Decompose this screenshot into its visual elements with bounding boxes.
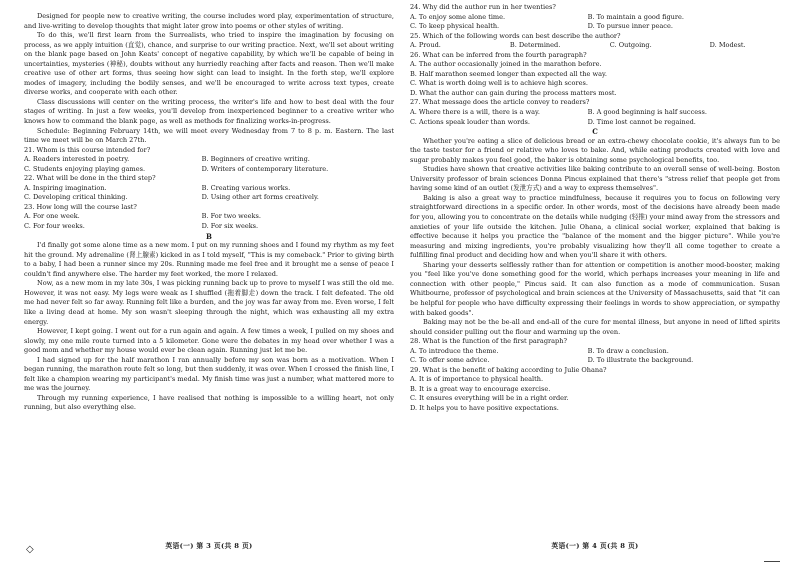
- question-28: 28. What is the function of the first paragraph?: [410, 337, 567, 346]
- option[interactable]: A. It is of importance to physical health.: [410, 375, 544, 384]
- option[interactable]: C. Students enjoying playing games.: [24, 164, 146, 173]
- passage-b-paragraph: I'd finally got some alone time as a new mom. I put on my running shoes and I found my rhythm as my feet hit the ground. My adrenaline (肾上腺素) kicked in as I told myself, "This is my comeback." Prior to giving birth to a baby, I had been a runner since my 20s. Running made me feel free and it brought me a sense of peace I couldn't find anywhere else. The harder my feet worked, the more I relaxed.: [24, 241, 394, 278]
- question-25: 25. Which of the following words can best describe the author?: [410, 31, 621, 40]
- question-22: 22. What will be done in the third step?: [24, 174, 156, 183]
- page-footer: 英语(一) 第 3 页(共 8 页): [165, 542, 253, 551]
- question-23: 23. How long will the course last?: [24, 202, 137, 211]
- option[interactable]: C. What is worth doing well is to achieve high scores.: [410, 79, 588, 88]
- question-25-options: [410, 41, 780, 51]
- option[interactable]: D. Writers of contemporary literature.: [201, 164, 329, 173]
- option[interactable]: B. Determined.: [509, 41, 561, 50]
- option[interactable]: A. To introduce the theme.: [410, 346, 499, 355]
- option[interactable]: B. To draw a conclusion.: [587, 346, 669, 355]
- question-22-options: [24, 184, 394, 203]
- passage-c-paragraph: Whether you're eating a slice of delicious bread or an extra-chewy chocolate cookie, it's always fun to be the taste tester for a friend or relative who loves to bake. And, while eating products created with love and sugar probably makes you feel good, the baker is obtaining some psychological benefits, too.: [410, 136, 780, 164]
- question-21: 21. Whom is this course intended for?: [24, 145, 151, 154]
- option[interactable]: D. To illustrate the background.: [587, 356, 694, 365]
- option[interactable]: C. For four weeks.: [24, 222, 85, 231]
- option[interactable]: B. Half marathon seemed longer than expected all the way.: [410, 69, 607, 78]
- option[interactable]: B. For two weeks.: [201, 212, 261, 221]
- question-23-options: [24, 212, 394, 231]
- option[interactable]: A. For one week.: [24, 212, 80, 221]
- passage-b-paragraph: However, I kept going. I went out for a run again and again. A few times a week, I pulled on my shoes and slowly, my one mile route turned into a 5 kilometer. Gone were the debates in my head over whether I was a good mom and whether my house would ever be clean again. Running just let me be.: [24, 327, 394, 355]
- option[interactable]: A. Inspiring imagination.: [24, 183, 107, 192]
- option[interactable]: C. Actions speak louder than words.: [410, 117, 530, 126]
- passage-c-paragraph: Sharing your desserts selflessly rather than for attention or competition is another mood-booster, making you "feel like you've done something good for the world, which perhaps increases your meaning in life and connection with other people," Pincus said. It can also function as a mode of communication. Susan Whitbourne, professor of psychological and brain sciences at the University of Massachusetts, said that "it can be helpful for people who have difficulty expressing their feelings in words to show appreciation, or sympathy with baked goods".: [410, 260, 780, 317]
- option[interactable]: B. Creating various works.: [201, 183, 291, 192]
- option[interactable]: D. Time lost cannot be regained.: [587, 117, 696, 126]
- option[interactable]: A. Proud.: [410, 41, 441, 50]
- option[interactable]: D. What the author can gain during the process matters most.: [410, 88, 617, 97]
- passage-c-paragraph: Studies have shown that creative activities like baking contribute to an overall sense of well-being. Boston University professor of brain sciences Donna Pincus explained that there's "stress relief that people get from having some kind of an outlet (发泄方式) and a way to express themselves".: [410, 165, 780, 193]
- option[interactable]: A. Readers interested in poetry.: [24, 155, 130, 164]
- option[interactable]: B. A good beginning is half success.: [587, 108, 707, 117]
- passage-c-paragraph: Baking is also a great way to practice mindfulness, because it requires you to focus on following very straightforward directions in a specific order. In other words, most of the decisions have already been made for you, allowing you to concentrate on the details while nudging (轻推) your mind away from the stressors and anxieties of your life outside the kitchen. Julie Ohana, a clinical social worker, explained that baking is effective because it helps you practice the "balance of the moment and the bigger picture". While you're measuring and mixing ingredients, you're probably visualizing how they'll all come together to create a fulfilling final product and deciding how and when you'll share it with others.: [410, 193, 780, 260]
- option[interactable]: A. The author occasionally joined in the marathon before.: [410, 60, 602, 69]
- question-27-options: [410, 108, 780, 127]
- option[interactable]: C. To offer some advice.: [410, 356, 490, 365]
- passage-a-paragraph: Class discussions will center on the writing process, the writer's life and how to best deal with the four stages of writing. In just a few weeks, you'll develop from inexperienced beginner to a creative writer who knows how to command the blank page, as well as methods for finalizing works-in-progress.: [24, 97, 394, 126]
- passage-c-paragraph: Baking may not be the be-all and end-all of the cure for mental illness, but anyone in need of lifted spirits should consider pulling out the flour and warming up the oven.: [410, 318, 780, 336]
- passage-b-paragraph: Through my running experience, I have realised that nothing is impossible to a willing heart, not only running, but also everything else.: [24, 393, 394, 412]
- option[interactable]: B. It is a great way to encourage exercise.: [410, 384, 551, 393]
- option[interactable]: C. Developing critical thinking.: [24, 193, 128, 202]
- option[interactable]: B. To maintain a good figure.: [587, 12, 684, 21]
- passage-b-paragraph: Now, as a new mom in my late 30s, I was picking running back up to prove to myself I was still the old me. However, it was not easy. My legs were weak as I shuffled (拖着脚走) down the track. I felt defeated. The old me had never felt so far away. Running felt like a burden, and the joy was far away from me. Even worse, I felt like a living dead at home. My son wasn't sleeping through the night, which was exhausting all my extra energy.: [24, 279, 394, 326]
- question-21-options: [24, 155, 394, 174]
- section-c-heading: C: [592, 127, 598, 137]
- option[interactable]: C. It ensures everything will be in a right order.: [410, 394, 569, 403]
- option[interactable]: C. To keep physical health.: [410, 22, 500, 31]
- option[interactable]: D. To pursue inner peace.: [587, 22, 673, 31]
- left-page: [24, 0, 394, 566]
- passage-a-paragraph: Designed for people new to creative writing, the course includes word play, experimentation of structure, and live-writing to develop thoughts that might later grow into poems or other styles of writing.: [24, 12, 394, 30]
- section-b-heading: B: [206, 231, 212, 241]
- right-page: [410, 0, 780, 566]
- diamond-icon: ◇: [26, 544, 34, 555]
- question-24: 24. Why did the author run in her twenties?: [410, 3, 556, 11]
- option[interactable]: D. For six weeks.: [201, 222, 259, 231]
- question-28-options: [410, 347, 780, 366]
- question-24-options: [410, 13, 780, 32]
- option[interactable]: D. Modest.: [709, 41, 746, 50]
- question-26: 26. What can be inferred from the fourth paragraph?: [410, 50, 587, 59]
- option[interactable]: D. Using other art forms creatively.: [201, 193, 319, 202]
- divider: [764, 561, 780, 562]
- option[interactable]: D. It helps you to have positive expectations.: [410, 403, 559, 412]
- question-29: 29. What is the benefit of baking according to Julie Ohana?: [410, 365, 607, 374]
- option[interactable]: A. Where there is a will, there is a way.: [410, 108, 540, 117]
- option[interactable]: C. Outgoing.: [609, 41, 652, 50]
- page-footer: 英语(一) 第 4 页(共 8 页): [551, 542, 639, 551]
- passage-a-paragraph: Schedule: Beginning February 14th, we will meet every Wednesday from 7 to 8 p. m. Eastern. The last time we meet will be on March 27th.: [24, 126, 394, 145]
- passage-a-paragraph: To do this, we'll first learn from the Surrealists, who tried to inspire the imagination by focusing on process, as we apply intuition (直觉), chance, and surprise to our writing practice. Next, we'll set about writing on the blank page based on John Keats' concept of negative capability, by which we'll be capable of being in uncertainties, mysteries (神秘), doubts without any hurriedly reaching after facts and reason. Then we'll make creative use of other art forms, thus seeing how sight can lead to insight. In the forth step, we'll explore modes of imagery, including the bodily senses, and we'll be encouraged to write across text types, create diverse works, and cooperate with each other.: [24, 31, 394, 97]
- option[interactable]: A. To enjoy some alone time.: [410, 12, 506, 21]
- option[interactable]: B. Beginners of creative writing.: [201, 155, 310, 164]
- question-27: 27. What message does the article convey to readers?: [410, 98, 590, 107]
- passage-b-paragraph: I had signed up for the half marathon I ran annually before my son was born as a motivation. When I began running, the marathon route felt so long, but then suddenly, it was over. When I crossed the finish line, I felt like a champion wearing my participant's medal. My finish time was just a number, what mattered more to me was the journey.: [24, 355, 394, 393]
